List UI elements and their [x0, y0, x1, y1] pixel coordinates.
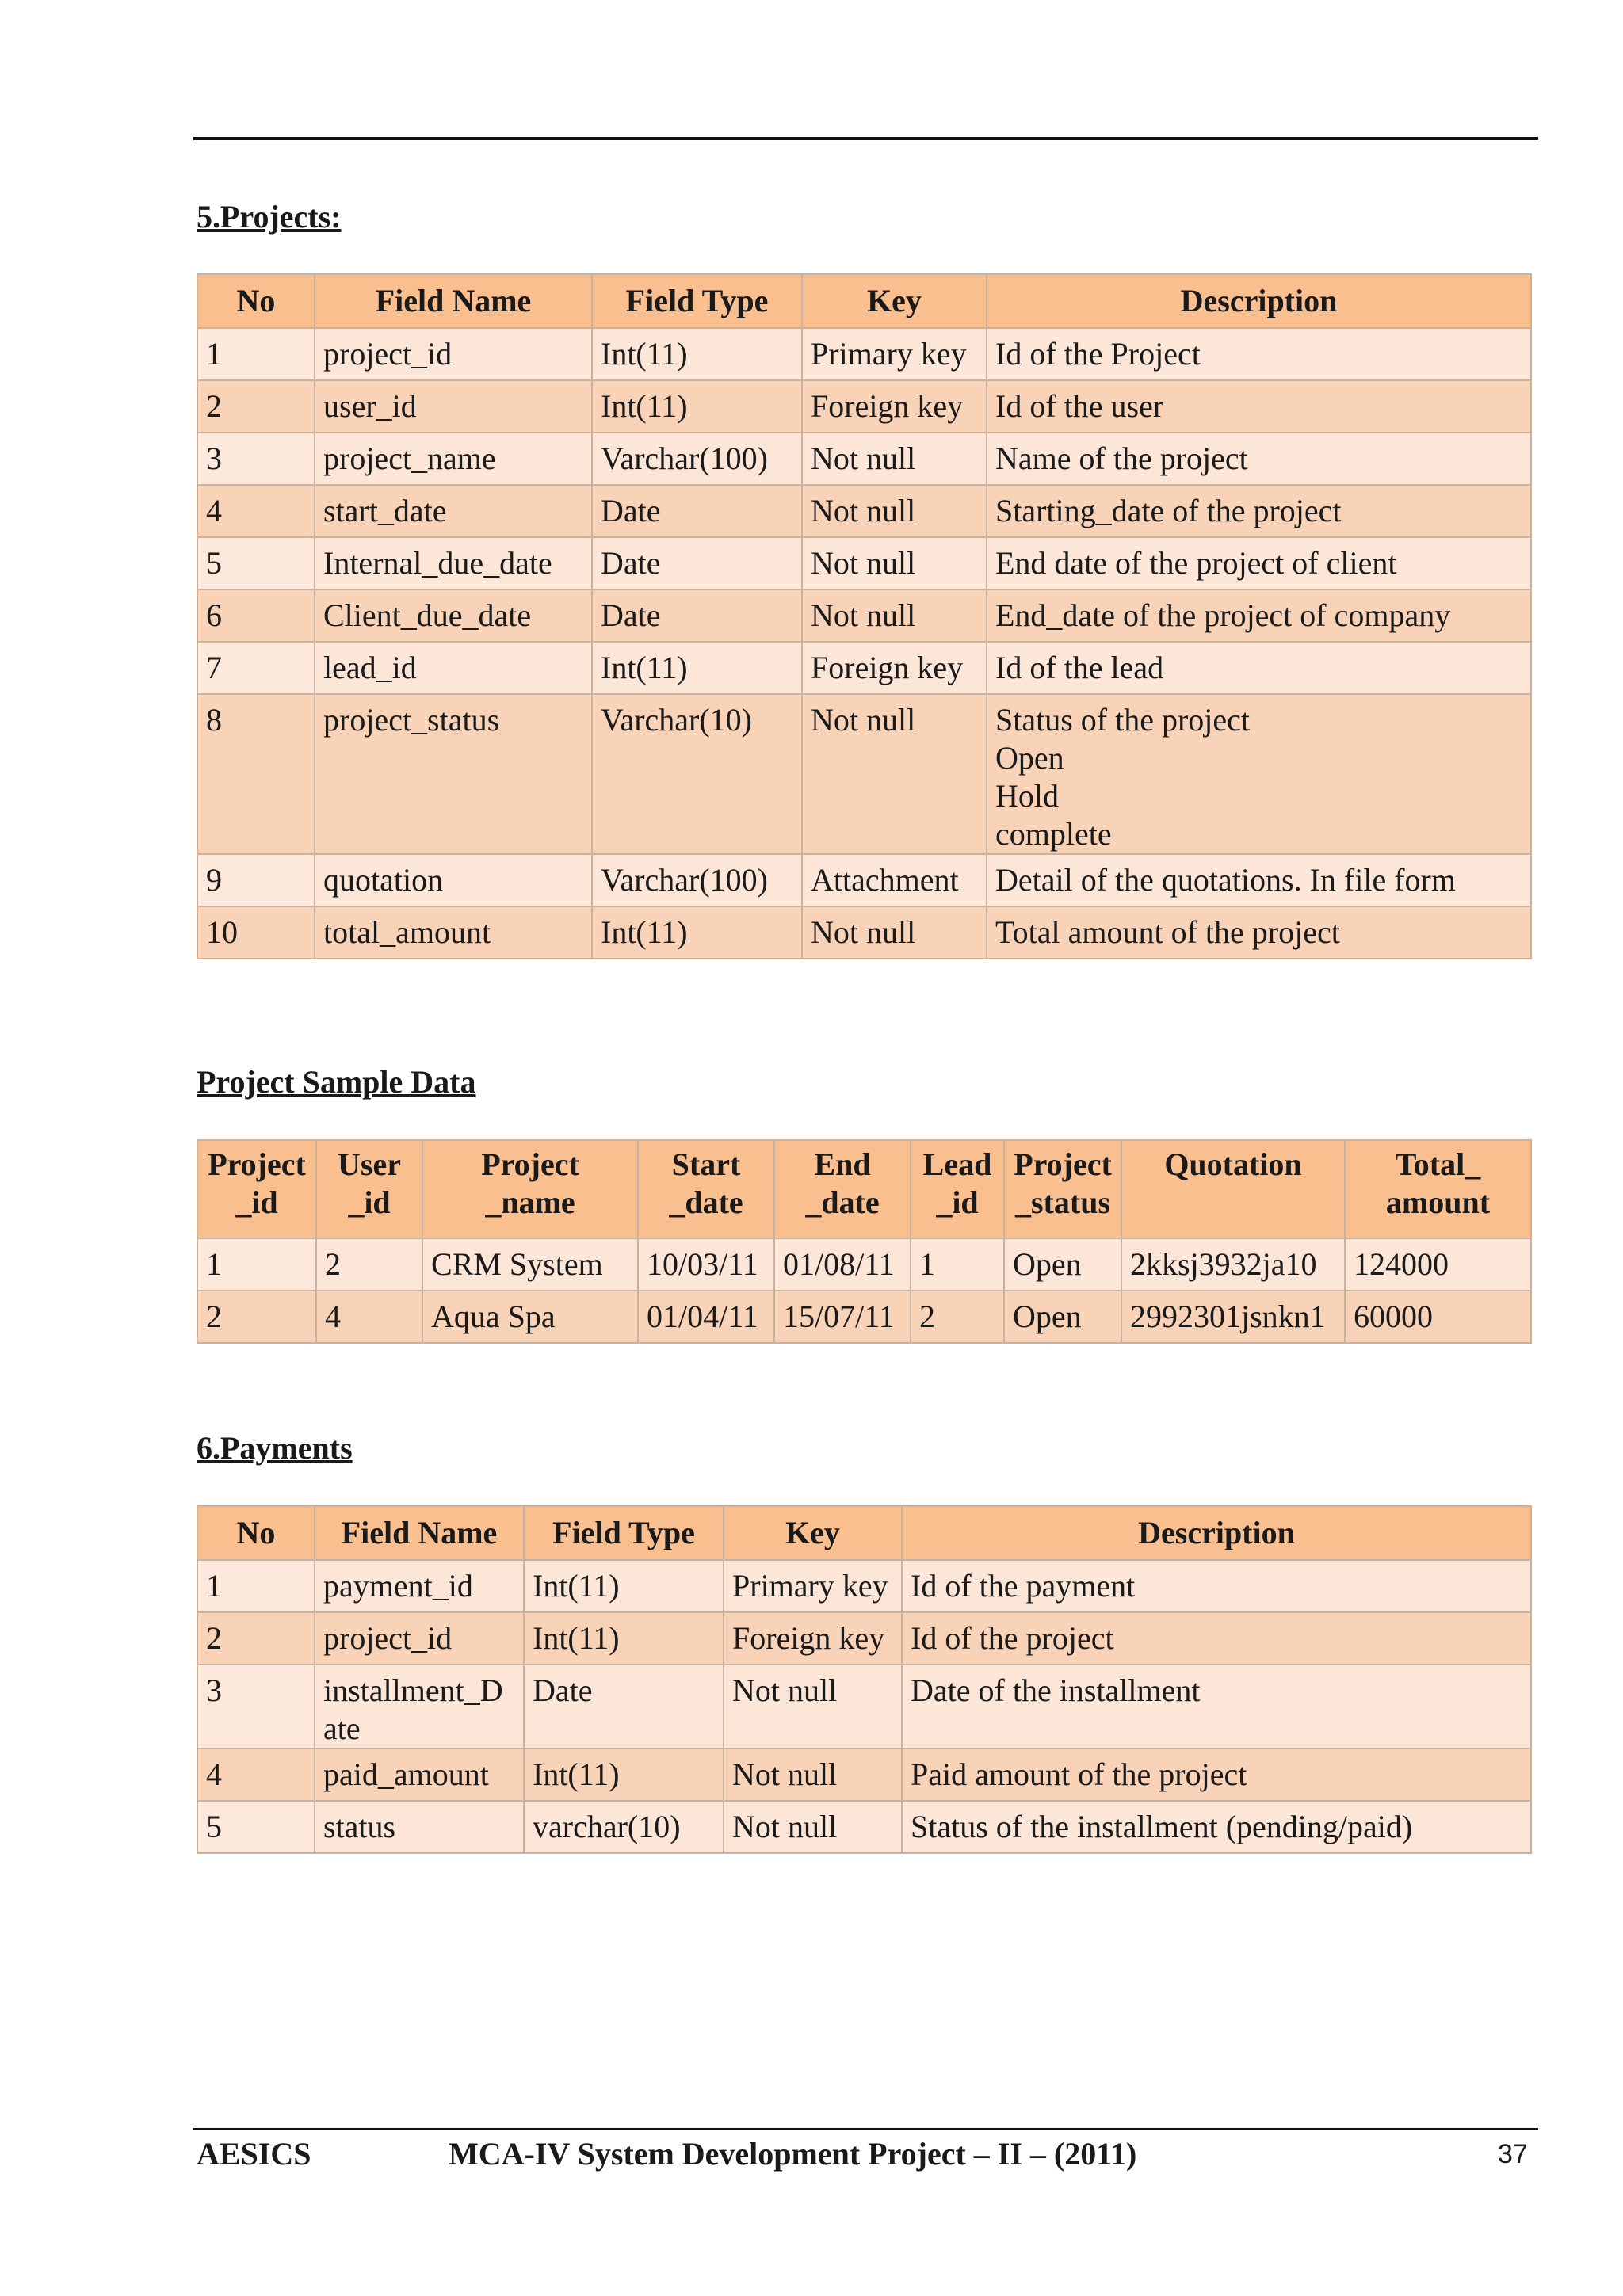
- sample-header-cell: [197, 1140, 316, 1238]
- sample-header-cell: [1004, 1140, 1121, 1238]
- cell-description: [987, 694, 1531, 854]
- cell-key: Primary key: [724, 1560, 902, 1612]
- sample-cell: 10/03/11: [638, 1238, 774, 1291]
- table-row: [197, 906, 1531, 959]
- sample-cell: 1: [197, 1238, 316, 1291]
- description-line: Id of the project: [911, 1620, 1114, 1656]
- table-row: [197, 1801, 1531, 1853]
- cell-field-name: status: [315, 1801, 524, 1853]
- table-row: [197, 1665, 1531, 1749]
- cell-no: 1: [197, 1560, 315, 1612]
- cell-description: [987, 380, 1531, 433]
- cell-field-name: user_id: [315, 380, 592, 433]
- cell-no: 6: [197, 589, 315, 642]
- header-line: User: [338, 1146, 401, 1182]
- header-line: _id: [936, 1184, 979, 1220]
- header-line: Quotation: [1164, 1146, 1302, 1182]
- header-rule: [193, 137, 1538, 140]
- sample-header-row: [197, 1140, 1531, 1238]
- description-line: Total amount of the project: [995, 914, 1340, 950]
- cell-field-type: Varchar(100): [592, 433, 802, 485]
- cell-field-name: Internal_due_date: [315, 537, 592, 589]
- description-line: Date of the installment: [911, 1672, 1201, 1708]
- sample-header-cell: [911, 1140, 1004, 1238]
- cell-key: Not null: [802, 589, 987, 642]
- cell-description: [902, 1801, 1531, 1853]
- payments-table-body: [197, 1560, 1531, 1853]
- cell-field-type: varchar(10): [524, 1801, 724, 1853]
- sample-data-table: [197, 1139, 1532, 1344]
- cell-key: Not null: [724, 1801, 902, 1853]
- cell-field-name: Client_due_date: [315, 589, 592, 642]
- cell-field-name: total_amount: [315, 906, 592, 959]
- header-line: _date: [669, 1184, 743, 1220]
- header-line: Total_: [1395, 1146, 1481, 1182]
- sample-cell: 2: [316, 1238, 422, 1291]
- cell-key: Primary key: [802, 328, 987, 380]
- header-field-name: Field Name: [315, 274, 592, 328]
- cell-key: Not null: [802, 906, 987, 959]
- cell-no: 9: [197, 854, 315, 906]
- header-line: _id: [235, 1184, 278, 1220]
- header-line: Project: [481, 1146, 579, 1182]
- footer-org: AESICS: [197, 2136, 311, 2172]
- cell-description: [987, 589, 1531, 642]
- cell-no: 7: [197, 642, 315, 694]
- table-row: [197, 642, 1531, 694]
- footer-rule: [193, 2128, 1538, 2130]
- header-line: Lead: [922, 1146, 992, 1182]
- header-line: _status: [1014, 1184, 1111, 1220]
- cell-field-name: lead_id: [315, 642, 592, 694]
- cell-field-name: paid_amount: [315, 1749, 524, 1801]
- cell-field-name: project_name: [315, 433, 592, 485]
- header-key: Key: [724, 1506, 902, 1560]
- description-line: Id of the user: [995, 388, 1164, 424]
- header-line: _id: [348, 1184, 391, 1220]
- cell-key: Not null: [724, 1665, 902, 1749]
- sample-header-cell: [422, 1140, 638, 1238]
- cell-field-type: Date: [592, 485, 802, 537]
- cell-field-type: Varchar(100): [592, 854, 802, 906]
- table-row: [197, 1612, 1531, 1665]
- sample-table-body: [197, 1238, 1531, 1343]
- cell-field-name: quotation: [315, 854, 592, 906]
- payments-heading: 6.Payments: [197, 1430, 353, 1466]
- projects-heading: 5.Projects:: [197, 199, 342, 235]
- projects-table-body: [197, 328, 1531, 959]
- header-line: amount: [1385, 1184, 1491, 1220]
- cell-field-type: Date: [592, 589, 802, 642]
- description-line: Detail of the quotations. In file form: [995, 862, 1456, 898]
- sample-cell: 60000: [1345, 1291, 1531, 1343]
- table-row: [197, 433, 1531, 485]
- sample-cell: Aqua Spa: [422, 1291, 638, 1343]
- cell-key: Not null: [802, 537, 987, 589]
- sample-cell: Open: [1004, 1291, 1121, 1343]
- sample-header-cell: [638, 1140, 774, 1238]
- cell-field-type: Int(11): [524, 1560, 724, 1612]
- cell-description: [902, 1749, 1531, 1801]
- page-number: 37: [1498, 2139, 1528, 2169]
- description-line: Status of the project: [995, 702, 1251, 738]
- sample-cell: 2: [911, 1291, 1004, 1343]
- cell-no: 2: [197, 380, 315, 433]
- description-line: Hold: [995, 778, 1059, 814]
- projects-table: [197, 273, 1532, 959]
- description-line: End date of the project of client: [995, 545, 1397, 581]
- header-line: _name: [485, 1184, 575, 1220]
- payments-table: [197, 1505, 1532, 1854]
- cell-description: [987, 642, 1531, 694]
- projects-header-row: [197, 274, 1531, 328]
- sample-cell: 01/04/11: [638, 1291, 774, 1343]
- footer-title: MCA-IV System Development Project – II – (2011): [449, 2136, 1137, 2172]
- cell-description: [987, 433, 1531, 485]
- sample-cell: 2: [197, 1291, 316, 1343]
- cell-field-type: Int(11): [592, 328, 802, 380]
- cell-key: Attachment: [802, 854, 987, 906]
- cell-field-type: Date: [524, 1665, 724, 1749]
- description-line: Id of the payment: [911, 1568, 1136, 1604]
- cell-field-name: installment_Date: [315, 1665, 524, 1749]
- cell-key: Not null: [724, 1749, 902, 1801]
- sample-row: [197, 1291, 1531, 1343]
- description-line: End_date of the project of company: [995, 597, 1451, 633]
- sample-row: [197, 1238, 1531, 1291]
- cell-field-name: project_id: [315, 328, 592, 380]
- sample-cell: 1: [911, 1238, 1004, 1291]
- sample-header-cell: [1345, 1140, 1531, 1238]
- cell-no: 2: [197, 1612, 315, 1665]
- table-row: [197, 537, 1531, 589]
- cell-no: 4: [197, 485, 315, 537]
- cell-no: 1: [197, 328, 315, 380]
- cell-field-type: Date: [592, 537, 802, 589]
- header-no: No: [197, 1506, 315, 1560]
- cell-description: [987, 537, 1531, 589]
- cell-field-type: Int(11): [592, 642, 802, 694]
- payments-header-row: [197, 1506, 1531, 1560]
- cell-key: Not null: [802, 433, 987, 485]
- header-line: Start: [671, 1146, 741, 1182]
- table-row: [197, 1749, 1531, 1801]
- cell-no: 5: [197, 537, 315, 589]
- cell-field-type: Int(11): [592, 906, 802, 959]
- cell-key: Not null: [802, 485, 987, 537]
- header-line: _date: [805, 1184, 880, 1220]
- sample-cell: 15/07/11: [774, 1291, 911, 1343]
- cell-field-type: Varchar(10): [592, 694, 802, 854]
- cell-field-name: start_date: [315, 485, 592, 537]
- table-row: [197, 589, 1531, 642]
- description-line: Starting_date of the project: [995, 493, 1342, 528]
- table-row: [197, 694, 1531, 854]
- header-field-type: Field Type: [592, 274, 802, 328]
- cell-field-name: project_id: [315, 1612, 524, 1665]
- table-row: [197, 854, 1531, 906]
- sample-cell: Open: [1004, 1238, 1121, 1291]
- description-line: Id of the lead: [995, 650, 1164, 685]
- cell-field-type: Int(11): [524, 1749, 724, 1801]
- cell-no: 3: [197, 1665, 315, 1749]
- table-row: [197, 328, 1531, 380]
- header-line: Project: [1014, 1146, 1112, 1182]
- cell-no: 10: [197, 906, 315, 959]
- description-line: Paid amount of the project: [911, 1756, 1247, 1792]
- cell-description: [902, 1612, 1531, 1665]
- table-row: [197, 380, 1531, 433]
- header-key: Key: [802, 274, 987, 328]
- sample-cell: 4: [316, 1291, 422, 1343]
- description-line: Name of the project: [995, 441, 1248, 476]
- sample-header-cell: [316, 1140, 422, 1238]
- cell-description: [987, 328, 1531, 380]
- sample-header-cell: [774, 1140, 911, 1238]
- cell-no: 4: [197, 1749, 315, 1801]
- cell-no: 3: [197, 433, 315, 485]
- cell-no: 5: [197, 1801, 315, 1853]
- description-line: Open: [995, 740, 1064, 776]
- sample-cell: CRM System: [422, 1238, 638, 1291]
- header-no: No: [197, 274, 315, 328]
- table-row: [197, 485, 1531, 537]
- cell-description: [987, 906, 1531, 959]
- description-line: Id of the Project: [995, 336, 1201, 372]
- cell-key: Not null: [802, 694, 987, 854]
- header-description: Description: [987, 274, 1531, 328]
- sample-cell: 2kksj3932ja10: [1121, 1238, 1345, 1291]
- sample-data-heading: Project Sample Data: [197, 1064, 476, 1100]
- description-line: complete: [995, 816, 1112, 852]
- cell-key: Foreign key: [802, 380, 987, 433]
- header-line: End: [814, 1146, 871, 1182]
- cell-key: Foreign key: [724, 1612, 902, 1665]
- cell-description: [987, 854, 1531, 906]
- cell-field-name: payment_id: [315, 1560, 524, 1612]
- sample-header-cell: [1121, 1140, 1345, 1238]
- cell-field-type: Int(11): [524, 1612, 724, 1665]
- cell-key: Foreign key: [802, 642, 987, 694]
- header-field-type: Field Type: [524, 1506, 724, 1560]
- description-line: Status of the installment (pending/paid): [911, 1809, 1413, 1844]
- sample-cell: 124000: [1345, 1238, 1531, 1291]
- header-line: Project: [208, 1146, 306, 1182]
- cell-field-name: project_status: [315, 694, 592, 854]
- cell-description: [902, 1560, 1531, 1612]
- cell-description: [902, 1665, 1531, 1749]
- cell-description: [987, 485, 1531, 537]
- sample-cell: 2992301jsnkn1: [1121, 1291, 1345, 1343]
- cell-no: 8: [197, 694, 315, 854]
- cell-field-type: Int(11): [592, 380, 802, 433]
- sample-cell: 01/08/11: [774, 1238, 911, 1291]
- table-row: [197, 1560, 1531, 1612]
- header-field-name: Field Name: [315, 1506, 524, 1560]
- header-description: Description: [902, 1506, 1531, 1560]
